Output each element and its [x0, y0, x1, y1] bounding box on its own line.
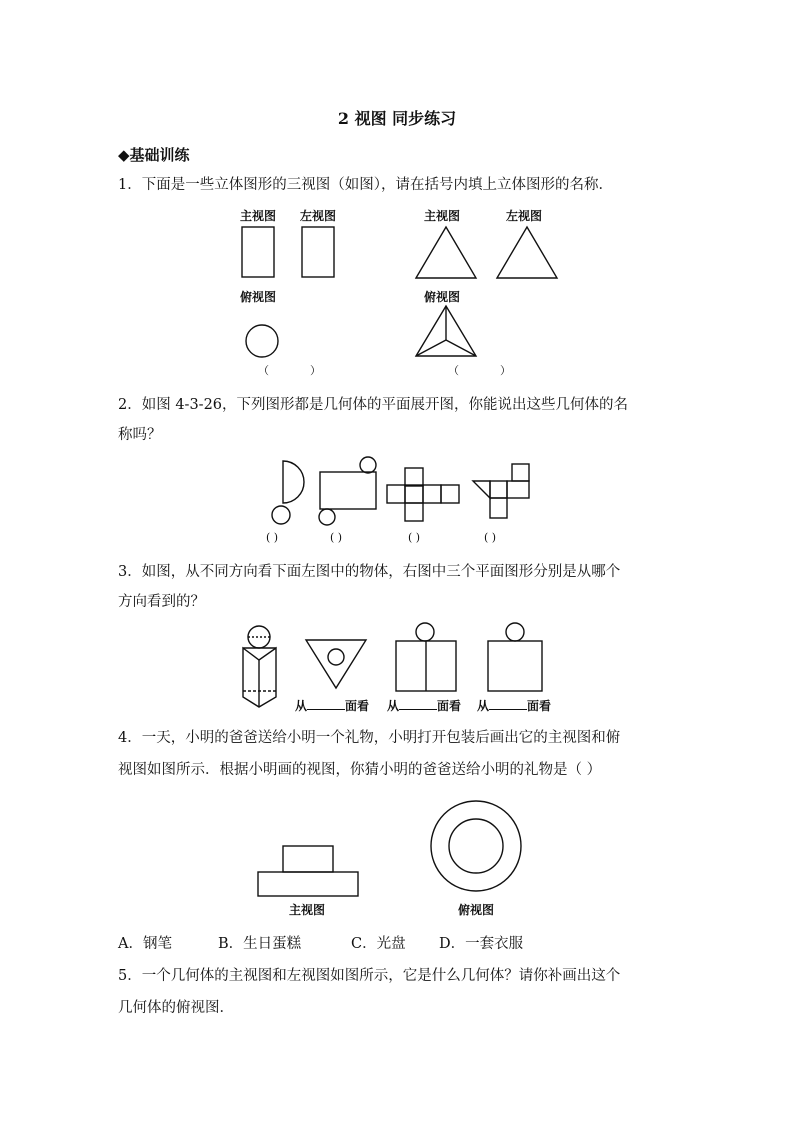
- page-title: 2 视图 同步练习: [337, 109, 457, 128]
- q4-text-line1: 4．一天，小明的爸爸送给小明一个礼物，小明打开包装后画出它的主视图和俯: [118, 730, 621, 746]
- q4-option-b[interactable]: B．生日蛋糕: [218, 936, 302, 952]
- q4-top-view: [431, 801, 521, 891]
- q1-right-front-triangle: [416, 227, 476, 278]
- q1-right-top-triangle: [416, 306, 476, 356]
- q3-text-line1: 3．如图，从不同方向看下面左图中的物体，右图中三个平面图形分别是从哪个: [118, 564, 621, 580]
- q1-left-paren-close: ）: [310, 364, 321, 377]
- q4-top-label: 俯视图: [458, 903, 495, 917]
- q4-option-d[interactable]: D．一套衣服: [439, 936, 524, 952]
- q4-front-label: 主视图: [289, 903, 326, 917]
- q2-paren-3: ( ): [408, 531, 421, 544]
- q3-from-3: 从: [477, 699, 490, 713]
- q1-text: 1．下面是一些立体图形的三视图（如图），请在括号内填上立体图形的名称．: [118, 177, 613, 193]
- q1-right-paren-open: （: [448, 364, 459, 377]
- q3-text-line2: 方向看到的？: [118, 594, 205, 610]
- q4-option-c[interactable]: C．光盘: [351, 936, 406, 952]
- q1-right-side-triangle: [497, 227, 557, 278]
- q4-option-a[interactable]: A．钢笔: [118, 936, 172, 952]
- q2-net-prism: [473, 464, 529, 518]
- q3-from-2: 从: [387, 699, 400, 713]
- q3-view-1: 面看: [345, 699, 370, 713]
- q2-paren-1: ( ): [266, 531, 279, 544]
- q1-left-front-rect: [242, 227, 274, 277]
- q3-from-1: 从: [295, 699, 308, 713]
- q1-left-top-circle: [246, 325, 278, 357]
- section-heading: ◆基础训练: [118, 146, 190, 164]
- q3-view-side: [488, 623, 542, 691]
- q1-right-top-label: 俯视图: [424, 290, 461, 304]
- q3-view-top: [306, 640, 366, 688]
- q3-object: [243, 626, 276, 707]
- q5-text-line1: 5．一个几何体的主视图和左视图如图所示，它是什么几何体？请你补画出这个: [118, 968, 621, 984]
- q3-view-2: 面看: [437, 699, 462, 713]
- q2-paren-2: ( ): [330, 531, 343, 544]
- q5-text-line2: 几何体的俯视图．: [118, 1000, 234, 1016]
- q1-right-front-label: 主视图: [424, 209, 461, 223]
- q4-front-view: [258, 846, 358, 896]
- q1-left-side-label: 左视图: [300, 209, 337, 223]
- q2-text-line2: 称吗？: [118, 427, 162, 443]
- q2-paren-4: ( ): [484, 531, 497, 544]
- q1-left-side-rect: [302, 227, 334, 277]
- q1-right-side-label: 左视图: [506, 209, 543, 223]
- q1-left-paren-open: （: [258, 364, 269, 377]
- q2-net-cylinder: [319, 457, 376, 525]
- q2-net-cube: [387, 468, 459, 521]
- q2-net-cone: [272, 461, 304, 524]
- q3-view-front: [396, 623, 456, 691]
- q1-left-top-label: 俯视图: [240, 290, 277, 304]
- q2-text-line1: 2．如图 4-3-26，下列图形都是几何体的平面展开图，你能说出这些几何体的名: [118, 397, 629, 413]
- q3-view-3: 面看: [527, 699, 552, 713]
- q1-left-front-label: 主视图: [240, 209, 277, 223]
- q1-right-paren-close: ）: [500, 364, 511, 377]
- q4-text-line2: 视图如图所示．根据小明画的视图，你猜小明的爸爸送给小明的礼物是（ ）: [118, 762, 602, 778]
